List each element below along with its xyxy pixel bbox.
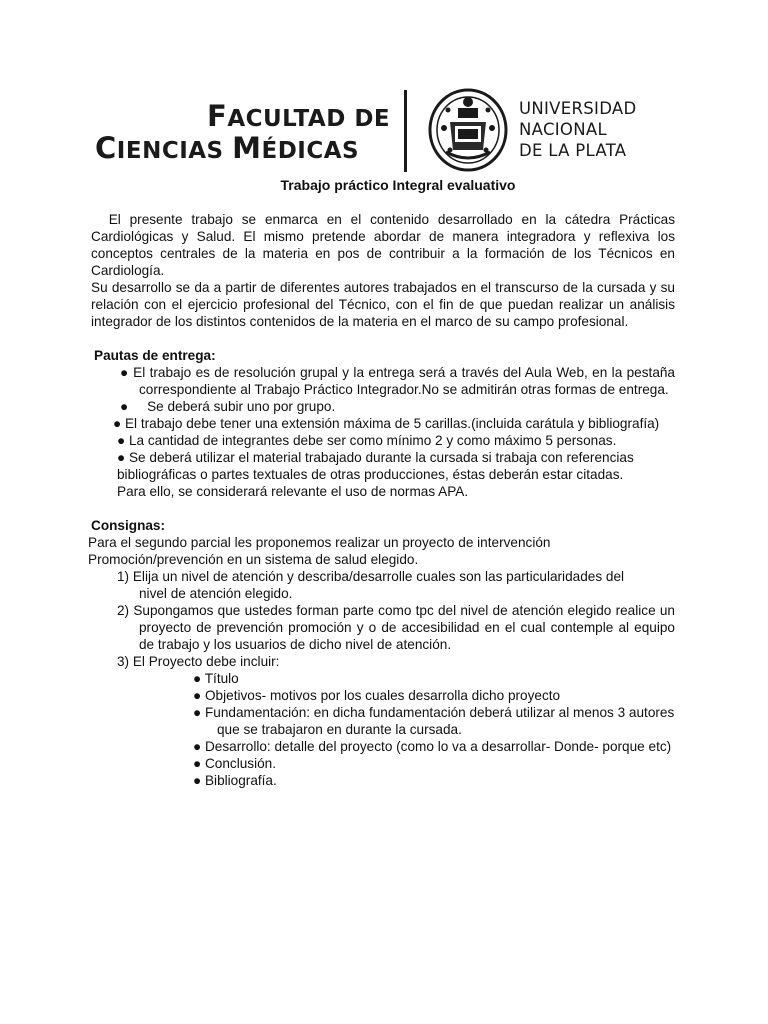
- pautas-heading: Pautas de entrega:: [94, 348, 216, 363]
- consignas-item: 2) Supongamos que ustedes forman parte como tpc del nivel de atención elegido realice un proyecto de prevención promoción y o de accesibilidad en el cual contemple al equipo de trabajo y los usuarios de dicho nivel de atención.: [117, 603, 675, 652]
- pautas-item: ● Se deberá subir uno por grupo.: [120, 399, 336, 414]
- pautas-item: ● Se deberá utilizar el material trabajado durante la cursada si trabaja con referencias bibliográficas o partes textuales de otras producciones, éstas deberán estar citadas.: [117, 450, 634, 482]
- pautas-item: ● La cantidad de integrantes debe ser como mínimo 2 y como máximo 5 personas.: [117, 433, 617, 448]
- consignas-item: 3) El Proyecto debe incluir:: [117, 654, 280, 669]
- consignas-heading: Consignas:: [91, 518, 166, 533]
- document-header: [0, 86, 768, 176]
- consignas-intro: Para el segundo parcial les proponemos realizar un proyecto de intervención Promoción/prevención en un sistema de salud elegido.: [88, 535, 551, 567]
- intro-paragraph-2: Su desarrollo se da a partir de diferentes autores trabajados en el transcurso de la cursada y su relación con el ejercicio profesional del Técnico, con el fin de que puedan realizar un análisis integrador de los distintos contenidos de la materia en el marco de su campo profesional.: [91, 280, 675, 329]
- project-subitem: ● Fundamentación: en dicha fundamentación deberá utilizar al menos 3 autores que se trabajaron en durante la cursada.: [193, 705, 675, 737]
- document-body: [88, 211, 679, 789]
- intro-paragraph-1: El presente trabajo se enmarca en el contenido desarrollado en la cátedra Prácticas Cardiológicas y Salud. El mismo pretende abordar de manera integradora y reflexiva los conceptos centrales de la materia en pos de contribuir a la formación de los Técnicos en Cardiología.: [91, 212, 679, 278]
- header-divider: [404, 90, 407, 172]
- project-subitem: ● Bibliografía.: [193, 773, 277, 788]
- project-subitem: ● Título: [193, 671, 239, 686]
- pautas-item: ● El trabajo debe tener una extensión máxima de 5 carillas.(incluida carátula y bibliografía): [113, 416, 660, 431]
- pautas-item: Para ello, se considerará relevante el uso de normas APA.: [117, 484, 469, 499]
- project-subitem: ● Conclusión.: [193, 756, 277, 771]
- faculty-line-2: CIENCIAS MÉDICAS: [95, 131, 360, 165]
- pautas-item: ● El trabajo es de resolución grupal y la entrega será a través del Aula Web, en la pestaña correspondiente al Trabajo Práctico Integrador.No se admitirán otras formas de entrega.: [120, 365, 675, 397]
- faculty-line-1: FACULTAD DE: [207, 99, 391, 133]
- university-seal-icon: [428, 88, 508, 172]
- consignas-item: 1) Elija un nivel de atención y describa/desarrolle cuales son las particularidades del nivel de atención elegido.: [117, 569, 625, 601]
- university-name: UNIVERSIDAD NACIONAL DE LA PLATA: [519, 99, 637, 160]
- document-title: Trabajo práctico Integral evaluativo: [280, 177, 516, 193]
- project-subitem: ● Desarrollo: detalle del proyecto (como lo va a desarrollar- Donde- porque etc): [193, 739, 672, 754]
- project-subitem: ● Objetivos- motivos por los cuales desarrolla dicho proyecto: [193, 688, 561, 703]
